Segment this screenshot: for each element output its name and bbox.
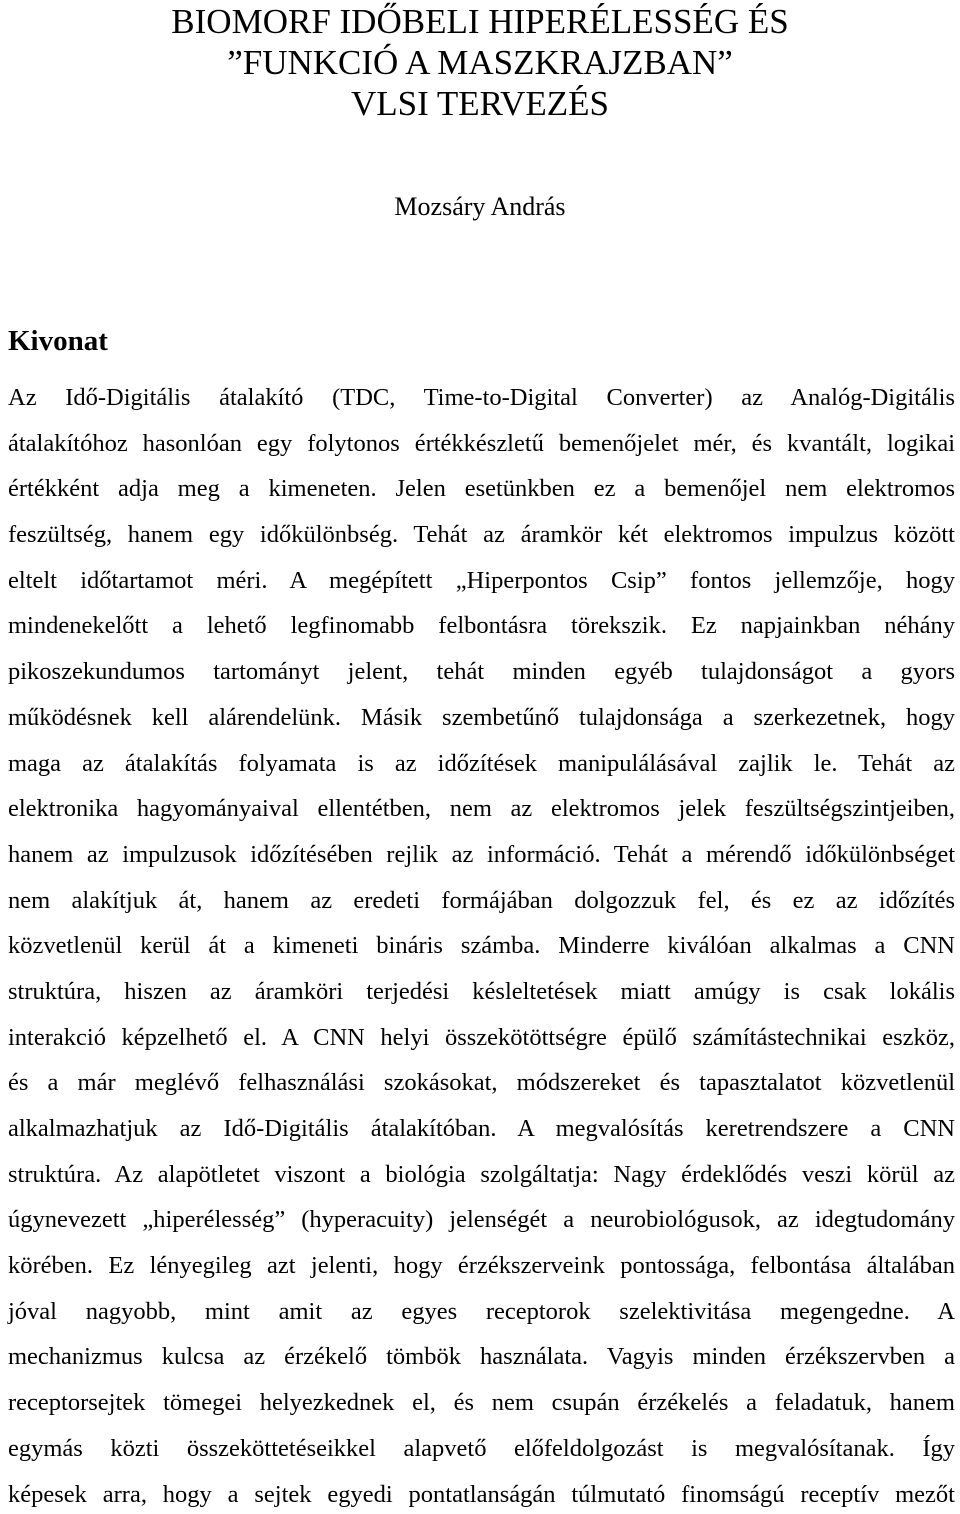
abstract-line: úgynevezett „hiperélesség” (hyperacuity) jelenségét a neurobiológusok, az idegtudomány	[8, 1206, 955, 1234]
abstract-line: mechanizmus kulcsa az érzékelő tömbök használata. Vagyis minden érzékszervben a	[8, 1343, 955, 1371]
abstract-line: jóval nagyobb, mint amit az egyes receptorok szelektivitása megengedne. A	[8, 1297, 955, 1325]
abstract-line: működésnek kell alárendelünk. Másik szembetűnő tulajdonsága a szerkezetnek, hogy	[8, 703, 955, 731]
abstract-line: receptorsejtek tömegei helyezkednek el, és nem csupán érzékelés a feladatuk, hanem	[8, 1389, 955, 1417]
abstract-line: maga az átalakítás folyamata is az időzítések manipulálásával zajlik le. Tehát az	[8, 749, 955, 777]
abstract-line: pikoszekundumos tartományt jelent, tehát minden egyéb tulajdonságot a gyors	[8, 658, 955, 686]
title-line: VLSI TERVEZÉS	[350, 84, 610, 123]
abstract-line: Az Idő-Digitális átalakító (TDC, Time-to-Digital Converter) az Analóg-Digitális	[8, 384, 955, 411]
abstract-line: képesek arra, hogy a sejtek egyedi pontatlanságán túlmutató finomságú receptív mezőt	[8, 1480, 955, 1508]
abstract-heading: Kivonat	[8, 325, 108, 357]
abstract-line: körében. Ez lényegileg azt jelenti, hogy érzékszerveink pontossága, felbontása általában	[8, 1252, 955, 1280]
abstract-line: értékként adja meg a kimeneten. Jelen esetünkben ez a bemenőjel nem elektromos	[8, 475, 955, 503]
abstract-line: eltelt időtartamot méri. A megépített „Hiperpontos Csip” fontos jellemzője, hogy	[8, 566, 955, 594]
abstract-line: elektronika hagyományaival ellentétben, nem az elektromos jelek feszültségszintjeiben,	[8, 795, 955, 823]
abstract-line: mindenekelőtt a lehető legfinomabb felbontásra törekszik. Ez napjainkban néhány	[8, 612, 955, 640]
abstract-line: hanem az impulzusok időzítésében rejlik az információ. Tehát a mérendő időkülönbséget	[8, 840, 955, 868]
abstract-line: és a már meglévő felhasználási szokásokat, módszereket és tapasztalatot közvetlenül	[8, 1069, 955, 1097]
abstract-line: struktúra. Az alapötletet viszont a biológia szolgáltatja: Nagy érdeklődés veszi körül az	[8, 1160, 955, 1188]
title-line: ”FUNKCIÓ A MASZKRAJZBAN”	[227, 43, 733, 82]
abstract-line: feszültség, hanem egy időkülönbség. Tehát az áramkör két elektromos impulzus között	[8, 521, 955, 549]
abstract-line: struktúra, hiszen az áramköri terjedési késleltetések miatt amúgy is csak lokális	[8, 977, 955, 1005]
abstract-body	[8, 382, 955, 1511]
author-name: Mozsáry András	[394, 192, 566, 221]
abstract-line: alkalmazhatjuk az Idő-Digitális átalakítóban. A megvalósítás keretrendszere a CNN	[8, 1115, 955, 1142]
paper-title	[0, 1, 960, 124]
abstract-line: interakció képzelhető el. A CNN helyi összekötöttségre épülő számítástechnikai eszköz,	[8, 1023, 955, 1051]
abstract-line: átalakítóhoz hasonlóan egy folytonos értékkészletű bemenőjelet mér, és kvantált, logikai	[8, 429, 955, 457]
abstract-line: közvetlenül kerül át a kimeneti bináris számba. Minderre kiválóan alkalmas a CNN	[8, 932, 955, 960]
abstract-line: nem alakítjuk át, hanem az eredeti formájában dolgozzuk fel, és ez az időzítés	[8, 886, 955, 914]
title-line: BIOMORF IDŐBELI HIPERÉLESSÉG ÉS	[171, 2, 789, 41]
abstract-line: egymás közti összeköttetéseikkel alapvető előfeldolgozást is megvalósítanak. Így	[8, 1434, 955, 1462]
